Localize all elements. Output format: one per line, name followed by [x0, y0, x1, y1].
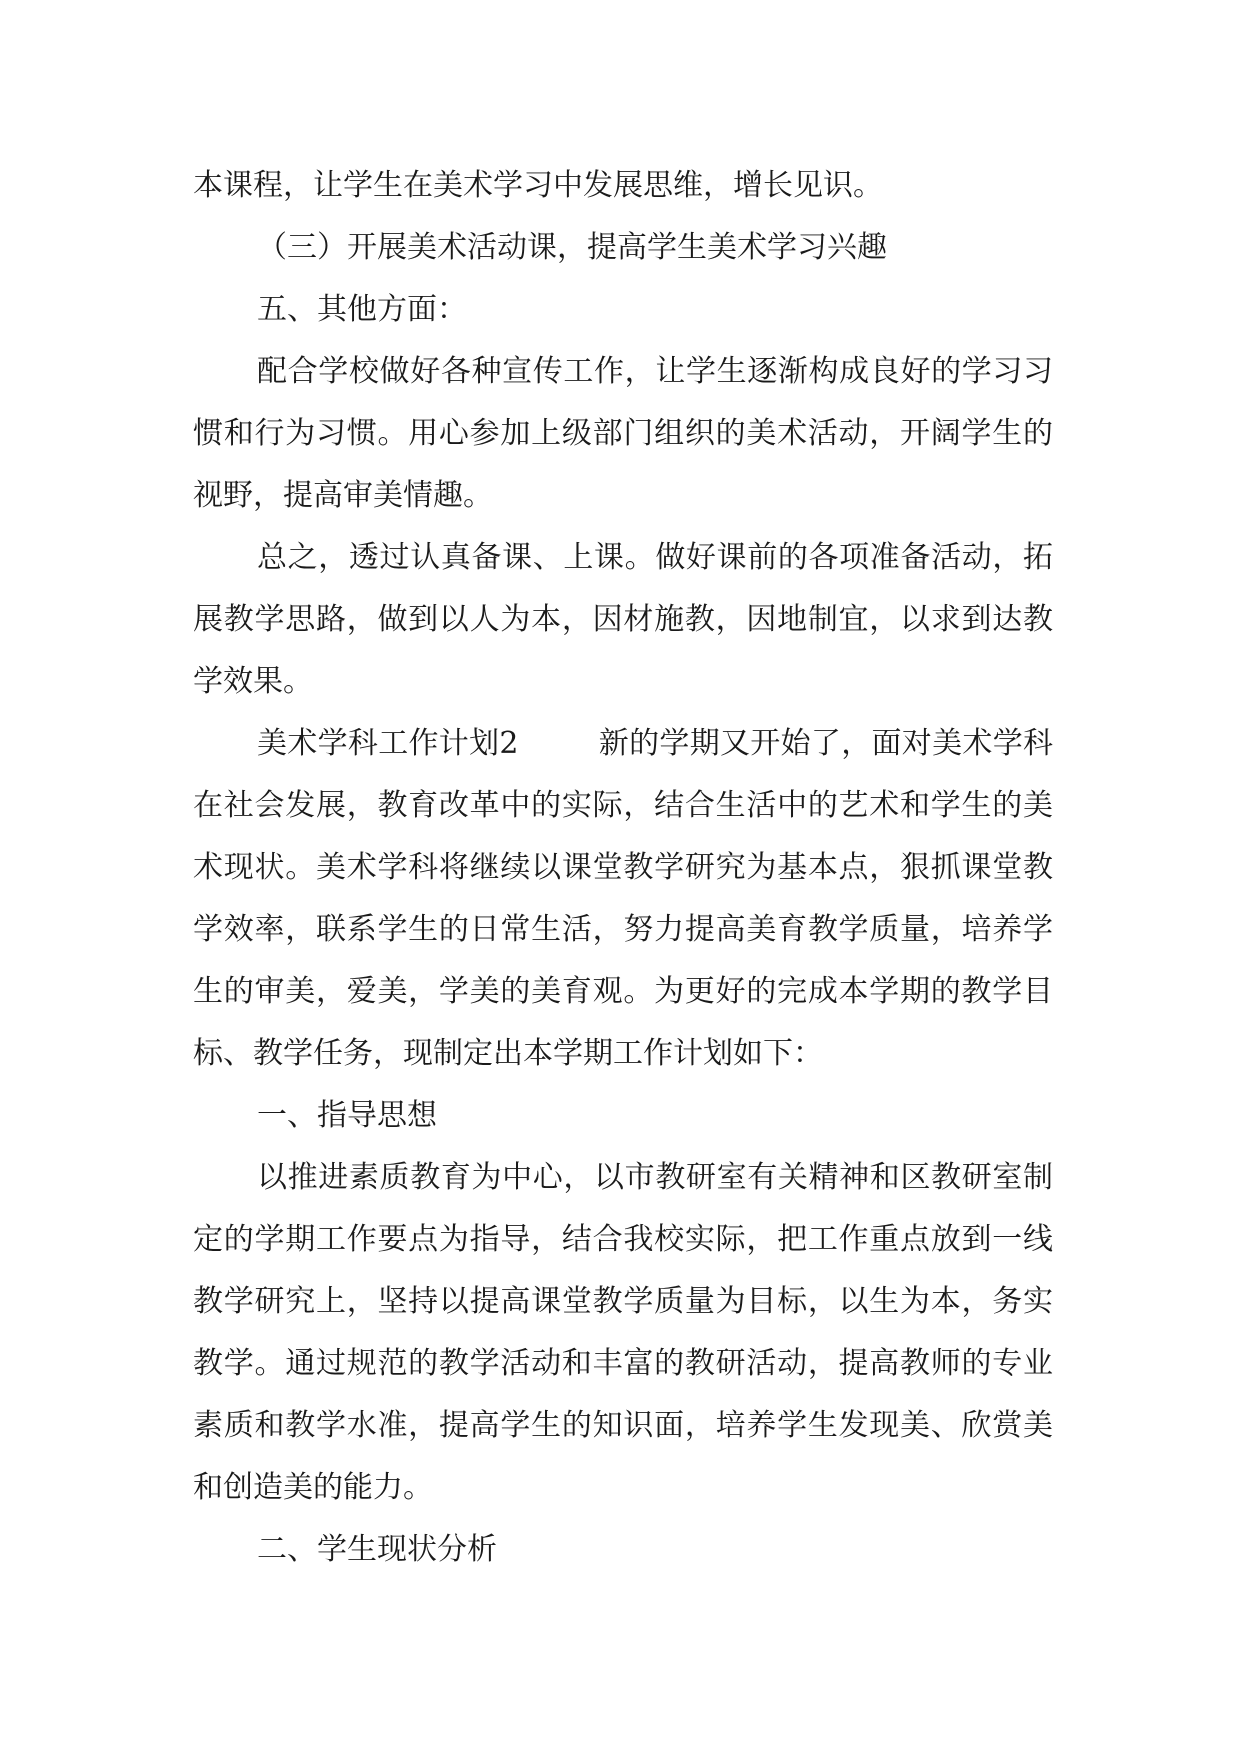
section-heading-guiding-ideology: 一、指导思想 [257, 1098, 437, 1133]
section-heading-activity-class: （三）开展美术活动课，提高学生美术学习兴趣 [257, 230, 887, 265]
section-heading-student-analysis: 二、学生现状分析 [257, 1532, 497, 1567]
section-heading-other-aspects: 五、其他方面： [257, 292, 467, 327]
paragraph-publicity-work: 配合学校做好各种宣传工作，让学生逐渐构成良好的学习习惯和行为习惯。用心参加上级部门组织的美术活动，开阔学生的视野，提高审美情趣。 [193, 354, 1053, 513]
paragraph-continuation: 本课程，让学生在美术学习中发展思维，增长见识。 [193, 168, 883, 203]
paragraph-summary: 总之，透过认真备课、上课。做好课前的各项准备活动，拓展教学思路，做到以人为本，因材施教，因地制宜，以求到达教学效果。 [193, 540, 1053, 699]
paragraph-plan-2-intro [193, 713, 1053, 1085]
plan-2-title: 美术学科工作计划2 [257, 726, 519, 761]
paragraph-guiding-ideology: 以推进素质教育为中心，以市教研室有关精神和区教研室制定的学期工作要点为指导，结合我校实际，把工作重点放到一线教学研究上，坚持以提高课堂教学质量为目标，以生为本，务实教学。通过规范的教学活动和丰富的教研活动，提高教师的专业素质和教学水准，提高学生的知识面，培养学生发现美、欣赏美和创造美的能力。 [193, 1160, 1053, 1505]
document-body [193, 155, 1053, 1581]
plan-2-intro-text: 新的学期又开始了，面对美术学科在社会发展，教育改革中的实际，结合生活中的艺术和学生的美术现状。美术学科将继续以课堂教学研究为基本点，狠抓课堂教学效率，联系学生的日常生活，努力提高美育教学质量，培养学生的审美，爱美，学美的美育观。为更好的完成本学期的教学目标、教学任务，现制定出本学期工作计划如下： [193, 726, 1054, 1071]
